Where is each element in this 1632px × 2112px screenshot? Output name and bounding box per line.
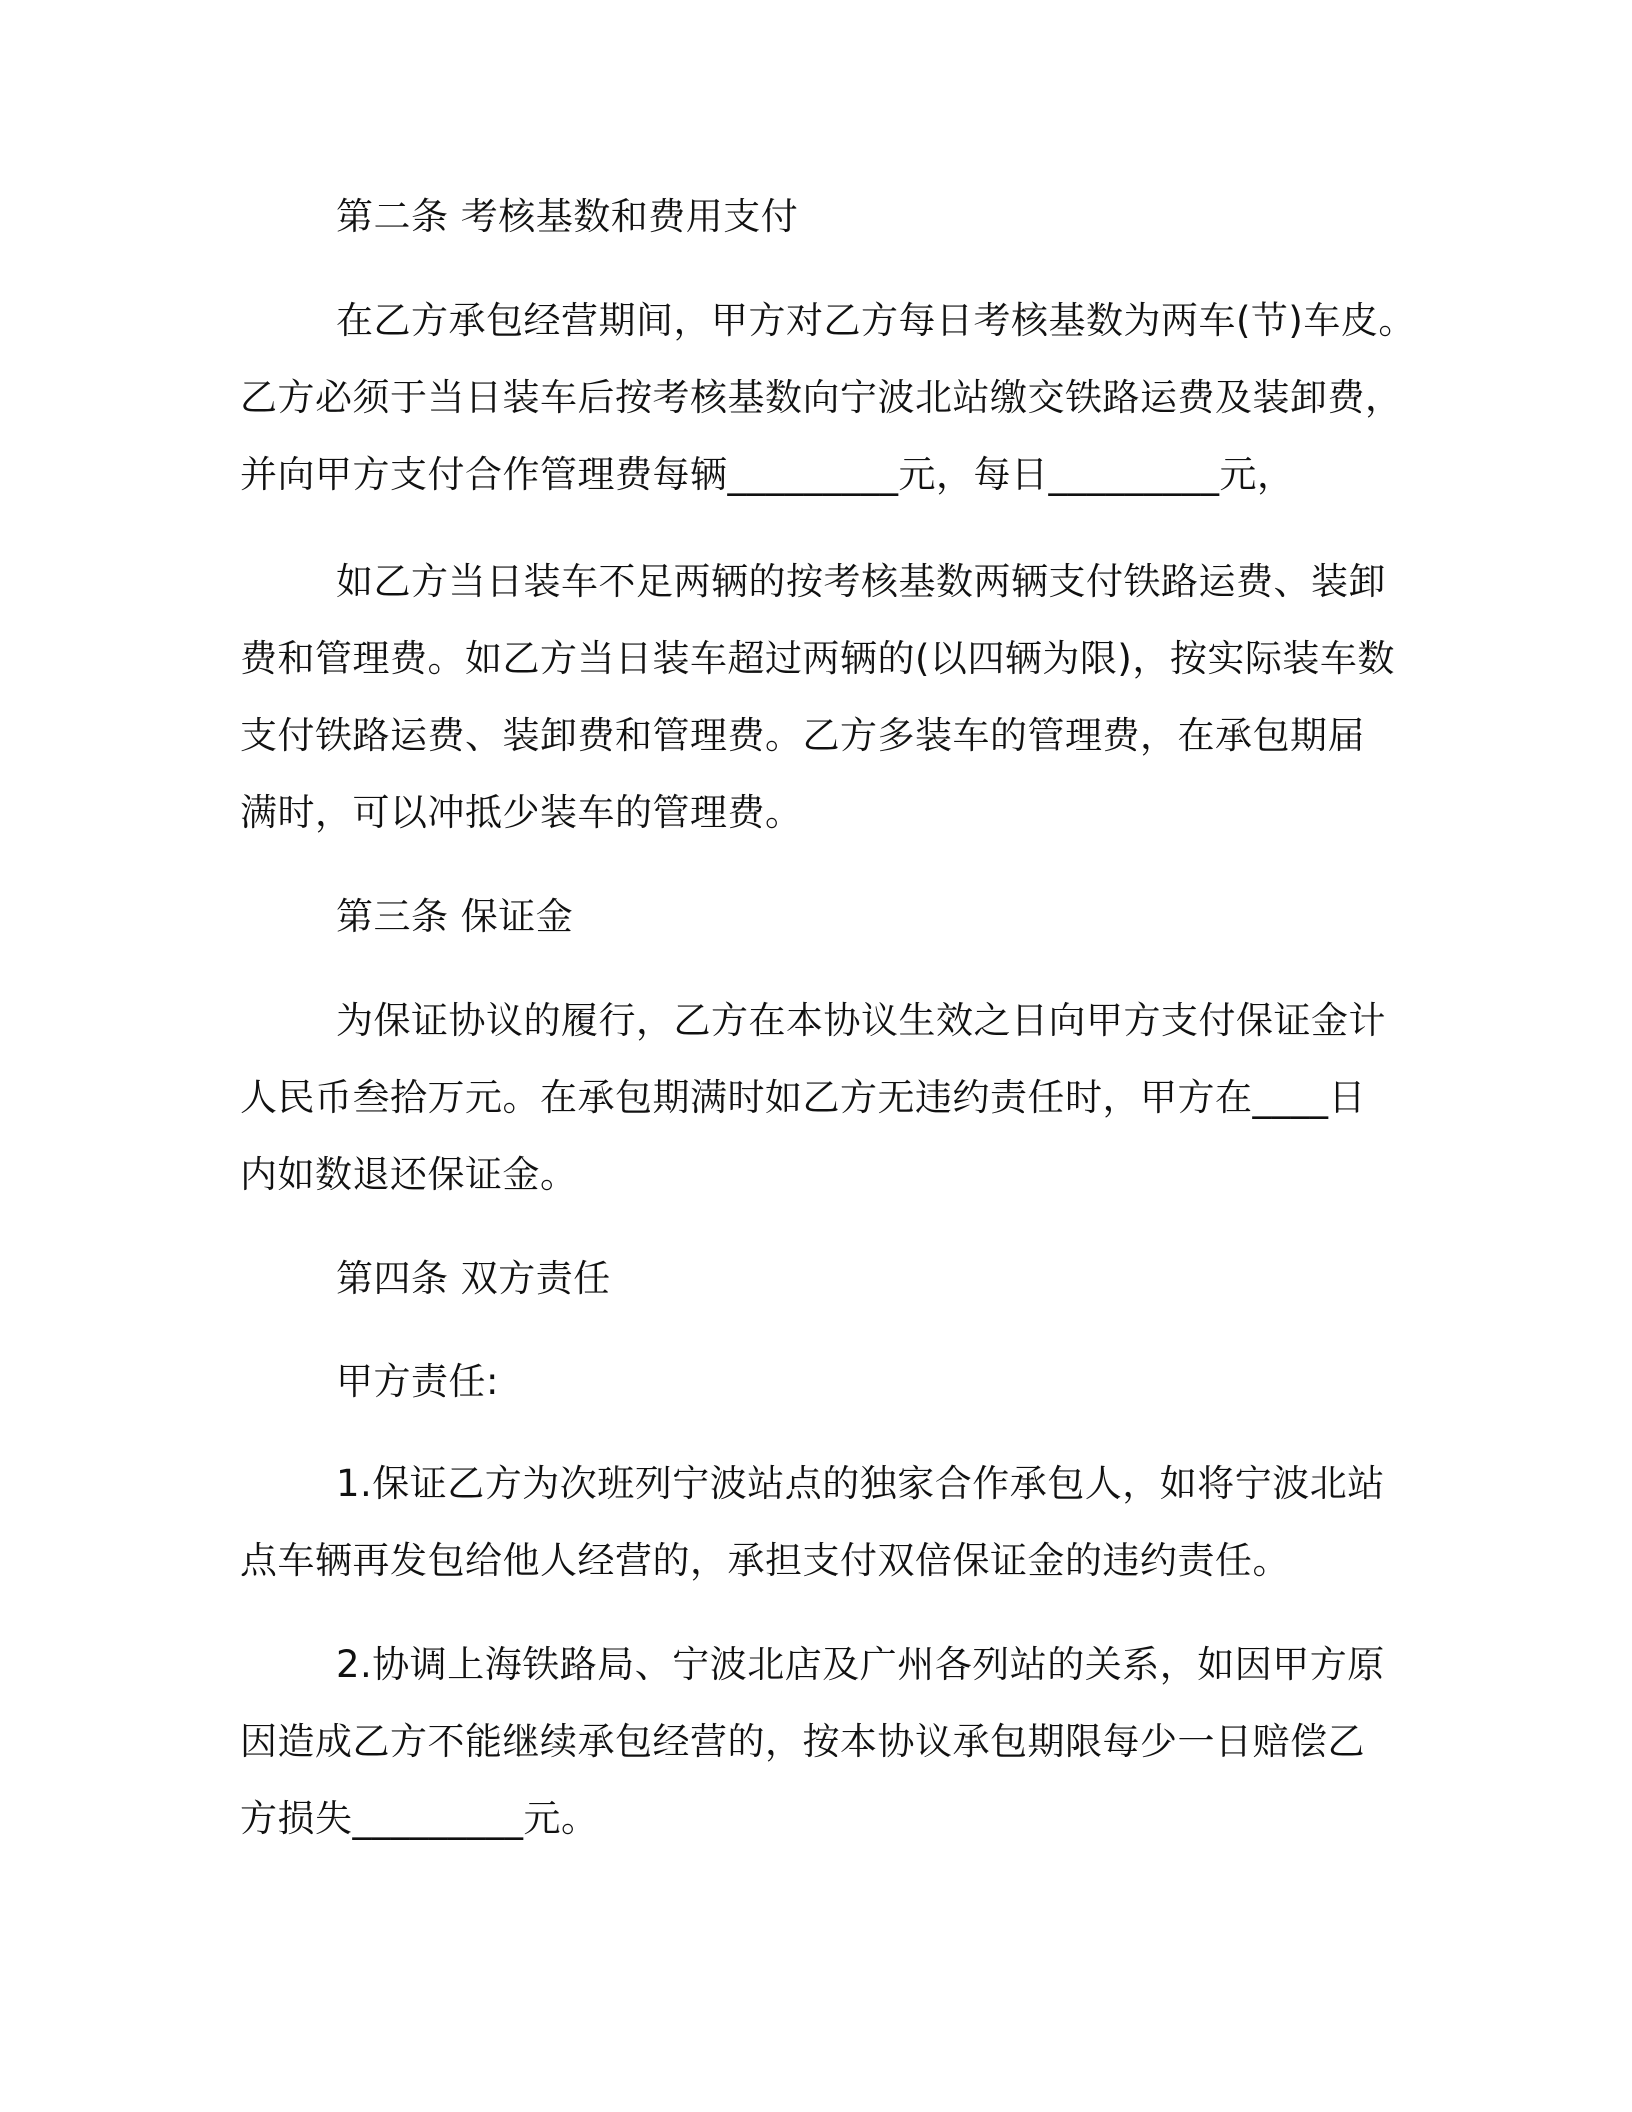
article-3-para-1-line-1: 为保证协议的履行，乙方在本协议生效之日向甲方支付保证金计 [336,999,1386,1042]
article-4-title: 第四条 双方责任 [336,1257,611,1300]
article-2-para-1-line-1: 在乙方承包经营期间，甲方对乙方每日考核基数为两车(节)车皮。 [336,299,1416,342]
article-2-para-1-line-3: 并向甲方支付合作管理费每辆_________元，每日_________元， [240,453,1295,496]
item-2-line-3: 方损失_________元。 [240,1797,599,1840]
article-3-para-1-line-2: 人民币叁拾万元。在承包期满时如乙方无违约责任时，甲方在____日 [240,1076,1366,1119]
item-1-line-2: 点车辆再发包给他人经营的，承担支付双倍保证金的违约责任。 [240,1539,1290,1582]
article-2-para-2-line-2: 费和管理费。如乙方当日装车超过两辆的(以四辆为限)，按实际装车数 [240,637,1395,680]
item-1-line-1: 1.保证乙方为次班列宁波站点的独家合作承包人，如将宁波北站 [336,1462,1385,1505]
article-3-para-1-line-3: 内如数退还保证金。 [240,1153,578,1196]
article-2-para-2-line-4: 满时，可以冲抵少装车的管理费。 [240,791,803,834]
article-2-para-2-line-1: 如乙方当日装车不足两辆的按考核基数两辆支付铁路运费、装卸 [336,560,1386,603]
item-2-line-1: 2.协调上海铁路局、宁波北店及广州各列站的关系，如因甲方原 [336,1643,1385,1686]
item-2-line-2: 因造成乙方不能继续承包经营的，按本协议承包期限每少一日赔偿乙 [240,1720,1365,1763]
article-3-title: 第三条 保证金 [336,895,574,938]
article-2-para-2-line-3: 支付铁路运费、装卸费和管理费。乙方多装车的管理费，在承包期届 [240,714,1365,757]
article-2-title: 第二条 考核基数和费用支付 [336,195,799,238]
article-2-para-1-line-2: 乙方必须于当日装车后按考核基数向宁波北站缴交铁路运费及装卸费， [240,376,1403,419]
party-a-heading: 甲方责任: [336,1360,499,1403]
